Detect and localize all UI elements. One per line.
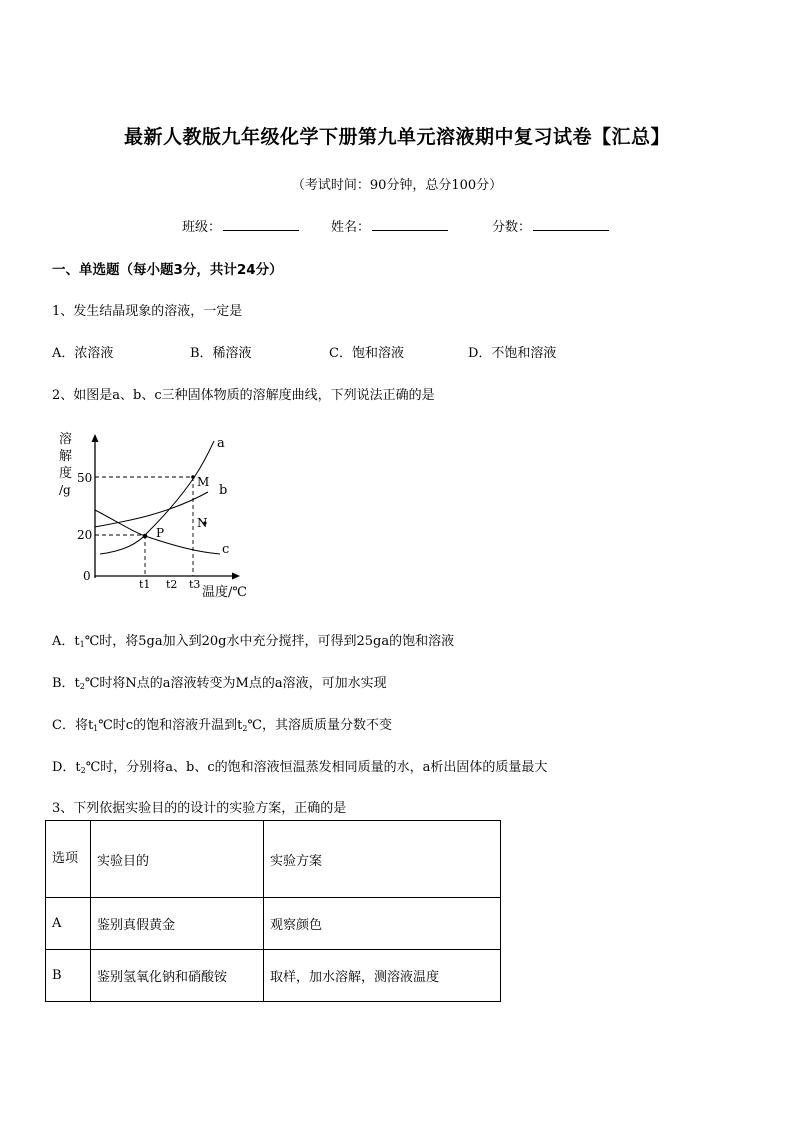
row-a-option: A [46, 898, 91, 950]
x-axis-label: 温度/℃ [202, 585, 247, 600]
score-label: 分数： [492, 220, 532, 235]
q2-option-b[interactable] [52, 672, 387, 691]
row-b-option: B [46, 950, 91, 1002]
q2-c-mid: ℃时c的饱和溶液升温到t [98, 718, 243, 733]
table-header-row [46, 821, 501, 898]
q1-option-b[interactable]: B．稀溶液 [190, 346, 252, 361]
y-tick-50: 50 [77, 471, 93, 485]
point-m [191, 475, 195, 479]
q2-option-d[interactable] [52, 756, 547, 775]
q2-d-sub: 2 [80, 766, 86, 775]
table-row [46, 898, 501, 950]
curve-b [95, 492, 208, 527]
q2-d-pre: D．t [52, 760, 81, 775]
score-field[interactable] [492, 216, 609, 235]
q2-b-post: ℃时将N点的a溶液转变为M点的a溶液，可加水实现 [84, 676, 387, 691]
solubility-chart [48, 426, 258, 604]
x-tick-t1: t1 [139, 578, 151, 591]
point-n-label: N [197, 516, 208, 530]
q1-option-c[interactable]: C．饱和溶液 [329, 346, 404, 361]
y-axis-arrow-icon [92, 434, 99, 442]
name-label: 姓名： [331, 220, 371, 235]
class-blank[interactable] [223, 219, 299, 231]
q1-option-a[interactable]: A．浓溶液 [52, 346, 114, 361]
x-tick-t3: t3 [189, 578, 201, 591]
point-p [143, 534, 148, 539]
q2-c-sub: 1 [93, 724, 99, 733]
q2-option-c[interactable] [52, 714, 392, 733]
table-row [46, 950, 501, 1002]
row-a-purpose: 鉴别真假黄金 [91, 898, 264, 950]
point-m-label: M [197, 475, 210, 489]
class-label: 班级： [182, 220, 222, 235]
q1-stem: 1、发生结晶现象的溶液，一定是 [52, 304, 243, 319]
name-blank[interactable] [372, 219, 448, 231]
page-title: 最新人教版九年级化学下册第九单元溶液期中复习试卷【汇总】 [123, 126, 670, 148]
q2-stem: 2、如图是a、b、c三种固体物质的溶解度曲线，下列说法正确的是 [52, 388, 435, 403]
header-plan: 实验方案 [264, 821, 501, 898]
q2-d-post: ℃时，分别将a、b、c的饱和溶液恒温蒸发相同质量的水，a析出固体的质量最大 [85, 760, 548, 775]
y-label-1: 溶 [59, 432, 73, 447]
y-tick-0: 0 [83, 569, 91, 583]
y-label-2: 解 [59, 449, 73, 464]
q2-c-post: ℃，其溶质质量分数不变 [247, 718, 392, 733]
q2-c-pre: C．将t [52, 718, 94, 733]
header-option [46, 821, 91, 898]
y-tick-20: 20 [77, 528, 93, 542]
class-field[interactable] [182, 216, 299, 235]
row-b-plan: 取样，加水溶解，测溶液温度 [264, 950, 501, 1002]
x-tick-t2: t2 [166, 578, 178, 591]
q2-a-pre: A．t [52, 634, 80, 649]
q2-a-sub: 1 [79, 640, 85, 649]
curve-b-label: b [219, 483, 228, 498]
q1-option-d[interactable]: D．不饱和溶液 [468, 346, 557, 361]
curve-a-label: a [217, 436, 225, 451]
header-purpose: 实验目的 [91, 821, 264, 898]
q2-c-sub2: 2 [242, 724, 248, 733]
q2-a-post: ℃时，将5ga加入到20g水中充分搅拌，可得到25ga的饱和溶液 [84, 634, 455, 649]
q2-option-a[interactable] [52, 630, 454, 649]
point-p-label: P [156, 526, 165, 540]
q3-stem: 3、下列依据实验目的的设计的实验方案，正确的是 [52, 801, 347, 816]
header-option-text: 选项 [52, 851, 79, 866]
y-label-3: 度 [59, 466, 73, 481]
score-blank[interactable] [533, 219, 609, 231]
section-heading: 一、单选题（每小题3分，共计24分） [52, 262, 283, 278]
exam-info: （考试时间：90分钟，总分100分） [291, 178, 503, 193]
experiment-table [45, 820, 501, 1002]
q2-b-sub: 2 [79, 682, 85, 691]
row-a-plan: 观察颜色 [264, 898, 501, 950]
q2-b-pre: B．t [52, 676, 80, 691]
row-b-purpose: 鉴别氢氧化钠和硝酸铵 [91, 950, 264, 1002]
name-field[interactable] [331, 216, 448, 235]
y-label-4: /g [59, 483, 71, 497]
curve-c-label: c [222, 542, 230, 557]
x-axis-arrow-icon [232, 573, 240, 580]
